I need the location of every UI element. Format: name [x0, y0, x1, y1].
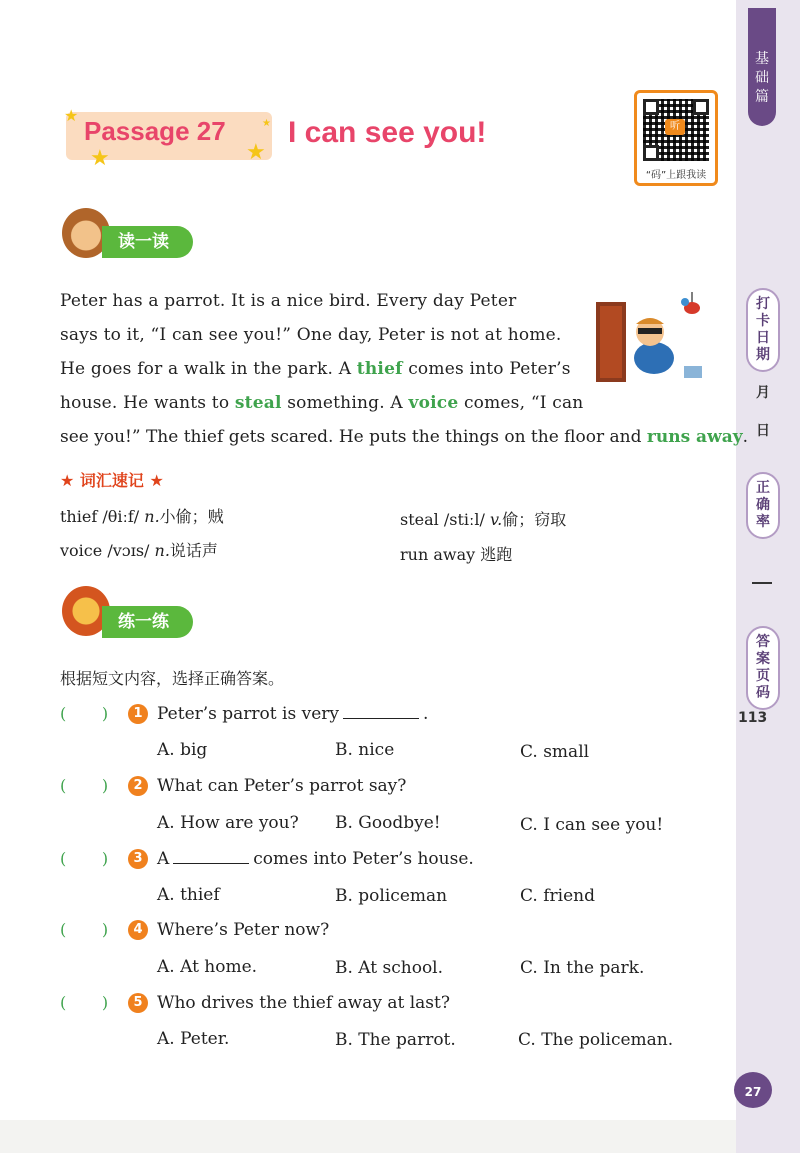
side-dash [752, 582, 772, 584]
vocab-item-steal [400, 507, 566, 530]
question-number-3: 3 [128, 849, 148, 869]
passage-number: Passage 27 [84, 116, 226, 146]
vocab-ipa: /θiːf/ [102, 507, 140, 526]
question-4: Where’s Peter now? [157, 920, 330, 940]
page-number: 27 [734, 1072, 772, 1108]
qr-eye-icon [643, 99, 659, 115]
option-5c[interactable]: C. The policeman. [518, 1030, 674, 1050]
star-icon: ★ [262, 118, 271, 129]
option-3c[interactable]: C. friend [520, 886, 595, 906]
keyword-voice: voice [408, 393, 459, 413]
door-panel [600, 306, 622, 378]
vocab-heading: ★ 词汇速记 ★ [60, 471, 164, 490]
answer-blank[interactable] [343, 704, 419, 719]
question-1 [157, 704, 428, 724]
question-2: What can Peter’s parrot say? [157, 776, 407, 796]
answer-paren-4[interactable]: ( ) [60, 920, 109, 939]
vocab-item-voice [60, 538, 218, 561]
question-text: Peter’s parrot is very [157, 704, 339, 724]
question-text: A [157, 849, 170, 869]
vocab-word: steal [400, 510, 439, 529]
option-1b[interactable]: B. nice [335, 740, 395, 760]
question-text: . [423, 704, 429, 724]
text-run: He goes for a walk in the park. A [60, 359, 357, 379]
answer-page-number: 113 [738, 710, 768, 726]
option-4b[interactable]: B. At school. [335, 958, 444, 978]
answer-paren-2[interactable]: ( ) [60, 776, 109, 795]
option-1a[interactable]: A. big [157, 740, 208, 760]
keyword-thief: thief [356, 359, 403, 379]
parrot-head [681, 298, 689, 306]
answer-page-pill [746, 626, 780, 710]
thief-hair [636, 318, 664, 324]
read-section-badge: 读一读 [102, 226, 193, 258]
vocab-item-run-away [400, 542, 512, 565]
text-run: something. A [281, 393, 409, 413]
vocab-ipa: /vɔɪs/ [107, 541, 150, 560]
section-tab[interactable] [748, 8, 776, 126]
answer-paren-5[interactable]: ( ) [60, 993, 109, 1012]
option-2a[interactable]: A. How are you? [157, 813, 299, 833]
vocab-meaning: 小偷；贼 [159, 507, 224, 526]
accuracy-label: 正确率 [756, 480, 770, 530]
answer-page-label: 答案页码 [756, 634, 770, 701]
vocab-pos: v. [490, 510, 503, 529]
month-label: 月 [756, 385, 770, 401]
option-3a[interactable]: A. thief [157, 885, 220, 905]
question-5: Who drives the thief away at last? [157, 993, 450, 1013]
option-1c[interactable]: C. small [520, 742, 590, 762]
vocab-item-thief [60, 504, 224, 527]
text-run: house. He wants to [60, 393, 235, 413]
qr-eye-icon [643, 145, 659, 161]
vocab-word: thief [60, 507, 98, 526]
text-run: see you!” The thief gets scared. He puts the things on the floor and [60, 427, 647, 447]
qr-eye-icon [693, 99, 709, 115]
option-2b[interactable]: B. Goodbye! [335, 813, 441, 833]
qr-code-box[interactable] [634, 90, 718, 186]
question-number-1: 1 [128, 704, 148, 724]
option-4a[interactable]: A. At home. [157, 957, 258, 977]
answer-blank[interactable] [173, 849, 249, 864]
passage-line [60, 352, 580, 386]
option-5b[interactable]: B. The parrot. [335, 1030, 456, 1050]
passage-line: says to it, “I can see you!” One day, Peter is not at home. [60, 325, 562, 345]
side-strip [736, 0, 800, 1153]
passage-line [60, 386, 584, 420]
option-2c[interactable]: C. I can see you! [520, 815, 664, 835]
vocab-pos: n. [154, 541, 170, 560]
question-3 [157, 849, 474, 869]
text-run: . [742, 427, 749, 447]
thief-mask [638, 328, 662, 334]
page-title: I can see you! [288, 116, 487, 149]
option-3b[interactable]: B. policeman [335, 886, 448, 906]
vocab-pos: n. [144, 507, 160, 526]
thief-body [634, 342, 674, 374]
option-5a[interactable]: A. Peter. [157, 1029, 230, 1049]
text-run: comes, “I can [458, 393, 584, 413]
question-text: comes into Peter’s house. [253, 849, 474, 869]
text-run: comes into Peter’s [402, 359, 571, 379]
passage-line [60, 420, 748, 454]
checkin-label: 打卡日期 [756, 296, 770, 363]
checkin-date-pill [746, 288, 780, 372]
passage-line: Peter has a parrot. It is a nice bird. Every day Peter [60, 291, 517, 311]
vocab-word: voice [60, 541, 103, 560]
vocab-word: run away [400, 545, 476, 564]
instruction-text: 根据短文内容，选择正确答案。 [60, 669, 285, 688]
thief-illustration [592, 288, 716, 388]
section-tab-label: 基础篇 [755, 51, 769, 105]
dropped-item [684, 366, 702, 378]
answer-paren-1[interactable]: ( ) [60, 704, 109, 723]
star-icon: ★ [90, 146, 110, 171]
passage-text [60, 284, 584, 420]
vocab-ipa: /stiːl/ [443, 510, 485, 529]
accuracy-pill [746, 472, 780, 539]
question-number-4: 4 [128, 920, 148, 940]
vocab-meaning: 偷；窃取 [502, 510, 567, 529]
keyword-runs-away: runs away [646, 427, 743, 447]
star-icon: ★ [64, 106, 79, 125]
vocab-meaning: 说话声 [169, 541, 218, 560]
day-label: 日 [756, 423, 770, 439]
listen-badge: 听 [665, 119, 685, 135]
keyword-steal: steal [234, 393, 282, 413]
option-4c[interactable]: C. In the park. [520, 958, 645, 978]
question-number-2: 2 [128, 776, 148, 796]
question-number-5: 5 [128, 993, 148, 1013]
answer-paren-3[interactable]: ( ) [60, 849, 109, 868]
qr-caption: “码”上跟我读 [645, 170, 707, 181]
vocab-meaning: 逃跑 [480, 545, 513, 564]
star-icon: ★ [246, 140, 266, 165]
practice-section-badge: 练一练 [102, 606, 193, 638]
